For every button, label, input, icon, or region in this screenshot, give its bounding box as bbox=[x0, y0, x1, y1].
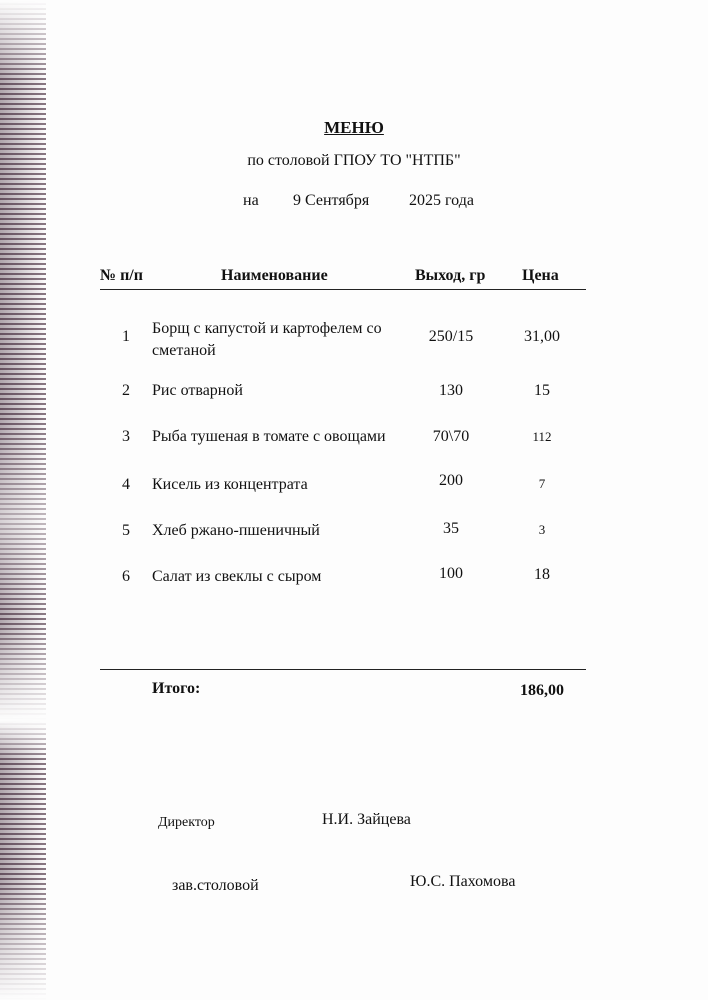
row-num: 2 bbox=[122, 382, 130, 399]
row-num: 4 bbox=[122, 476, 130, 493]
row-output: 200 bbox=[439, 472, 463, 489]
row-output: 100 bbox=[439, 565, 463, 582]
row-price: 15 bbox=[534, 382, 550, 399]
director-name: Н.И. Зайцева bbox=[322, 811, 411, 828]
scan-artifact-edge bbox=[0, 0, 46, 1000]
row-name: Салат из свеклы с сыром bbox=[152, 568, 322, 585]
header-name: Наименование bbox=[221, 267, 328, 284]
row-name: Рис отварной bbox=[152, 382, 243, 399]
row-price: 112 bbox=[532, 429, 552, 444]
header-price: Цена bbox=[522, 267, 559, 284]
row-num: 1 bbox=[122, 328, 130, 345]
canteen-head-role: зав.столовой bbox=[172, 877, 259, 894]
row-output: 250/15 bbox=[428, 328, 474, 345]
row-price: 31,00 bbox=[524, 328, 560, 345]
canteen-head-name: Ю.С. Пахомова bbox=[410, 873, 516, 890]
total-divider bbox=[100, 669, 586, 670]
row-price: 18 bbox=[534, 566, 550, 583]
row-name: Рыба тушеная в томате с овощами bbox=[152, 428, 386, 445]
director-role: Директор bbox=[158, 815, 215, 830]
row-name: Кисель из концентрата bbox=[152, 476, 308, 493]
total-value: 186,00 bbox=[520, 682, 564, 699]
row-output: 35 bbox=[443, 520, 459, 537]
row-num: 5 bbox=[122, 522, 130, 539]
row-num: 6 bbox=[122, 568, 130, 585]
date-prefix: на bbox=[243, 192, 259, 209]
header-output: Выход, гр bbox=[415, 267, 486, 284]
row-num: 3 bbox=[122, 428, 130, 445]
row-output: 70\70 bbox=[432, 428, 470, 445]
document-subtitle: по столовой ГПОУ ТО "НТПБ" bbox=[247, 152, 461, 169]
row-name: Борщ с капустой и картофелем со сметаной bbox=[152, 320, 382, 359]
header-divider bbox=[100, 289, 586, 290]
row-price: 3 bbox=[538, 522, 546, 537]
document-title: МЕНЮ bbox=[324, 118, 384, 137]
header-num: № п/п bbox=[100, 267, 143, 284]
total-label: Итого: bbox=[152, 680, 201, 697]
date-year: 2025 года bbox=[409, 192, 474, 209]
row-output: 130 bbox=[439, 382, 463, 399]
row-name: Хлеб ржано-пшеничный bbox=[152, 522, 320, 539]
date-day: 9 Сентября bbox=[293, 192, 370, 209]
row-price: 7 bbox=[538, 476, 546, 491]
